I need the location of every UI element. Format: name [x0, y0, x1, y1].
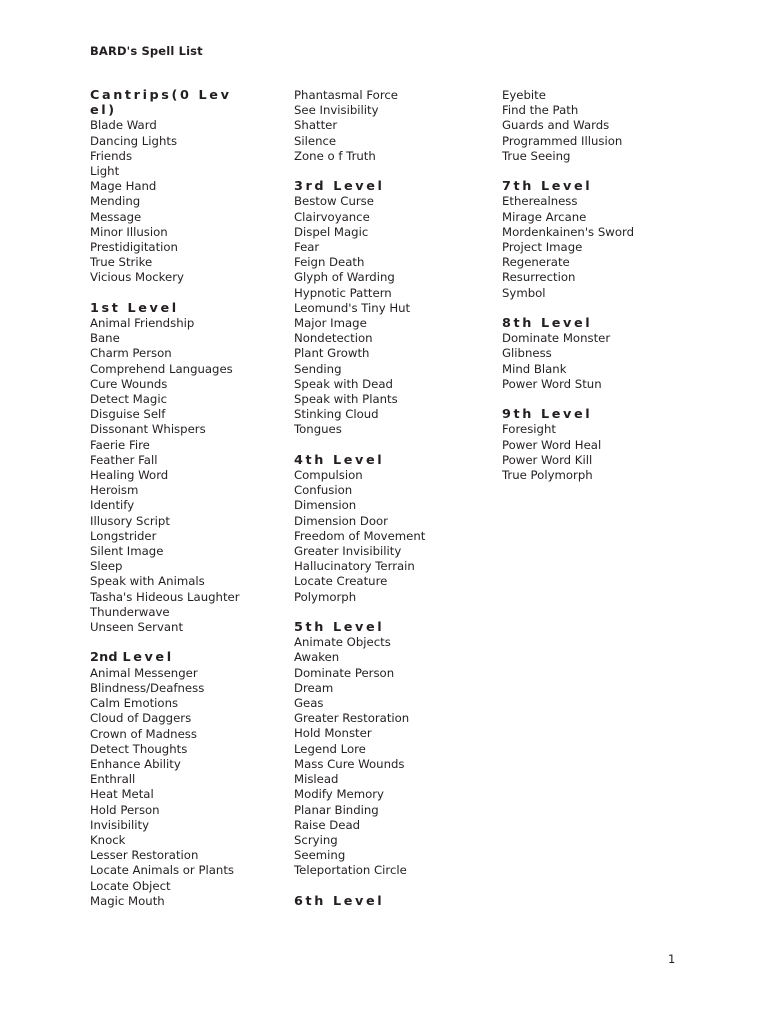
- spell-name: Find the Path: [502, 103, 579, 118]
- spell-name: Minor Illusion: [90, 224, 168, 239]
- spell-section: [294, 88, 494, 164]
- spell-name: Hold Person: [90, 802, 160, 817]
- spell-section: [502, 164, 717, 301]
- spell-name: Heroism: [90, 483, 139, 498]
- section-heading: [90, 650, 286, 665]
- spell-name: Dominate Monster: [502, 331, 611, 346]
- spell-name: Friends: [90, 148, 133, 163]
- spell-name: Plant Growth: [294, 346, 370, 361]
- spell-name: Cloud of Daggers: [90, 711, 192, 726]
- section-heading-part: 5th: [294, 620, 333, 636]
- spell-name: Etherealness: [502, 194, 578, 209]
- spell-name: Magic Mouth: [90, 893, 165, 908]
- section-heading: [294, 453, 494, 468]
- spell-section: [90, 286, 286, 636]
- spell-name: Raise Dead: [294, 817, 361, 832]
- section-heading: [294, 894, 494, 909]
- spell-name: Dimension Door: [294, 513, 388, 528]
- spell-name: See Invisibility: [294, 103, 379, 118]
- section-heading-part: Level: [127, 300, 179, 316]
- spell-name: Teleportation Circle: [294, 863, 407, 878]
- spell-name: Cure Wounds: [90, 376, 168, 391]
- spell-name: Healing Word: [90, 468, 169, 483]
- spell-name: Tongues: [294, 422, 342, 437]
- section-heading: [502, 407, 717, 422]
- spell-name: Legend Lore: [294, 741, 366, 756]
- spell-name: Mordenkainen's Sword: [502, 224, 634, 239]
- spell-name: Unseen Servant: [90, 620, 184, 635]
- spell-name: Longstrider: [90, 528, 157, 543]
- spell-name: Knock: [90, 832, 126, 847]
- spell-name: Awaken: [294, 650, 340, 665]
- spell-name: Speak with Plants: [294, 392, 398, 407]
- spell-name: Nondetection: [294, 331, 373, 346]
- section-heading-part: 8th: [502, 316, 541, 332]
- spell-name: Dimension: [294, 498, 357, 513]
- spell-column-3: [502, 88, 717, 483]
- spell-name: Speak with Animals: [90, 574, 205, 589]
- spell-name: Programmed Illusion: [502, 133, 623, 148]
- section-heading-part: 3rd: [294, 179, 334, 195]
- spell-section: [294, 164, 494, 438]
- spell-section: [294, 605, 494, 879]
- section-heading-part: Level: [541, 316, 593, 332]
- spell-name: Light: [90, 164, 120, 179]
- spell-name: Message: [90, 209, 142, 224]
- spell-name: Blindness/Deafness: [90, 680, 205, 695]
- spell-name: Animate Objects: [294, 635, 391, 650]
- page-title: BARD's Spell List: [90, 44, 203, 58]
- section-heading: [502, 179, 717, 194]
- section-heading-part: Level: [541, 407, 593, 423]
- spell-name: Zone o f Truth: [294, 148, 376, 163]
- spell-name: Power Word Kill: [502, 452, 593, 467]
- spell-section: [90, 88, 286, 286]
- spell-name: Eyebite: [502, 88, 546, 102]
- spell-name: Greater Invisibility: [294, 544, 402, 559]
- spell-name: Identify: [90, 498, 135, 513]
- spell-name: Disguise Self: [90, 407, 166, 422]
- spell-section: [294, 879, 494, 909]
- spell-name: Enhance Ability: [90, 756, 181, 771]
- spell-name: Clairvoyance: [294, 209, 370, 224]
- section-heading-part: Level: [333, 620, 385, 636]
- spell-name: Detect Magic: [90, 392, 168, 407]
- spell-name: Locate Animals or Plants: [90, 863, 234, 878]
- spell-name: Geas: [294, 696, 324, 711]
- spell-name: Dancing Lights: [90, 133, 178, 148]
- section-spacer: [502, 301, 717, 316]
- spell-name: Glibness: [502, 346, 552, 361]
- section-heading-part: 6th: [294, 893, 333, 909]
- spell-name: Major Image: [294, 316, 367, 331]
- section-heading-part: Level: [333, 179, 385, 195]
- section-spacer: [90, 635, 286, 650]
- spell-name: Prestidigitation: [90, 240, 178, 255]
- spell-name: True Strike: [90, 255, 153, 270]
- spell-name: Blade Ward: [90, 118, 157, 133]
- spell-name: Power Word Stun: [502, 376, 602, 391]
- spell-name: Guards and Wards: [502, 118, 610, 133]
- spell-name: Animal Friendship: [90, 316, 195, 331]
- spell-name: Invisibility: [90, 817, 150, 832]
- section-spacer: [502, 164, 717, 179]
- spell-name: Mass Cure Wounds: [294, 756, 405, 771]
- section-heading: [294, 179, 494, 194]
- spell-name: Thunderwave: [90, 604, 170, 619]
- spell-name: Hypnotic Pattern: [294, 285, 392, 300]
- spell-name: Bane: [90, 331, 120, 346]
- spell-name: Sleep: [90, 559, 123, 574]
- spell-name: Dream: [294, 680, 334, 695]
- spell-name: Dominate Person: [294, 665, 395, 680]
- spell-section: [502, 88, 717, 164]
- spell-column-2: [294, 88, 494, 909]
- spell-name: Detect Thoughts: [90, 741, 188, 756]
- section-heading: [294, 620, 494, 635]
- spell-name: Project Image: [502, 240, 583, 255]
- spell-name: Glyph of Warding: [294, 270, 395, 285]
- spell-name: Speak with Dead: [294, 376, 393, 391]
- spell-name: Faerie Fire: [90, 437, 150, 452]
- section-heading-part: 2nd: [90, 650, 123, 666]
- spell-name: Freedom of Movement: [294, 528, 426, 543]
- spell-section: [502, 301, 717, 392]
- section-heading-part: 4th: [294, 452, 333, 468]
- spell-name: Compulsion: [294, 468, 363, 483]
- spell-name: Foresight: [502, 422, 556, 437]
- spell-section: [294, 438, 494, 605]
- section-heading-part: Level: [333, 893, 385, 909]
- spell-name: Sending: [294, 361, 342, 376]
- section-spacer: [294, 879, 494, 894]
- section-heading: [502, 316, 717, 331]
- section-heading-part: Level: [122, 650, 174, 666]
- section-heading-part: el): [90, 103, 117, 119]
- spell-name: Feign Death: [294, 255, 365, 270]
- section-heading-part: 7th: [502, 179, 541, 195]
- section-spacer: [502, 392, 717, 407]
- spell-name: Resurrection: [502, 270, 576, 285]
- spell-name: Locate Object: [90, 878, 171, 893]
- spell-name: Seeming: [294, 848, 346, 863]
- page-number: 1: [668, 952, 676, 966]
- spell-name: Hallucinatory Terrain: [294, 559, 415, 574]
- spell-column-1: [90, 88, 286, 909]
- spell-section: [502, 392, 717, 483]
- spell-name: Mage Hand: [90, 179, 157, 194]
- spell-name: Lesser Restoration: [90, 848, 199, 863]
- spell-name: Crown of Madness: [90, 726, 197, 741]
- spell-name: Phantasmal Force: [294, 88, 398, 102]
- spell-name: Mirage Arcane: [502, 209, 587, 224]
- spell-name: Hold Monster: [294, 726, 372, 741]
- section-spacer: [294, 605, 494, 620]
- section-heading: [90, 301, 286, 316]
- spell-name: Comprehend Languages: [90, 361, 233, 376]
- spell-name: Greater Restoration: [294, 711, 410, 726]
- section-spacer: [294, 164, 494, 179]
- section-spacer: [90, 286, 286, 301]
- spell-name: True Seeing: [502, 148, 571, 163]
- spell-name: Silence: [294, 133, 337, 148]
- spell-name: Animal Messenger: [90, 665, 198, 680]
- spell-name: Mind Blank: [502, 361, 567, 376]
- section-heading-part: Level: [333, 452, 385, 468]
- spell-section: [90, 635, 286, 909]
- spell-name: Power Word Heal: [502, 437, 602, 452]
- spell-name: Planar Binding: [294, 802, 379, 817]
- section-heading-part: 1st: [90, 300, 128, 316]
- spell-name: Mislead: [294, 772, 339, 787]
- spell-name: Confusion: [294, 483, 353, 498]
- spell-name: Modify Memory: [294, 787, 384, 802]
- spell-name: Calm Emotions: [90, 696, 179, 711]
- spell-name: Stinking Cloud: [294, 407, 379, 422]
- spell-name: Mending: [90, 194, 141, 209]
- spell-name: Vicious Mockery: [90, 270, 184, 285]
- spell-name: Regenerate: [502, 255, 570, 270]
- spell-name: Dispel Magic: [294, 224, 369, 239]
- spell-name: Enthrall: [90, 772, 136, 787]
- spell-name: Charm Person: [90, 346, 172, 361]
- spell-name: Tasha's Hideous Laughter: [90, 589, 240, 604]
- spell-name: Silent Image: [90, 544, 164, 559]
- section-heading-part: 9th: [502, 407, 541, 423]
- spell-name: Feather Fall: [90, 452, 158, 467]
- spell-name: Shatter: [294, 118, 338, 133]
- spell-name: True Polymorph: [502, 468, 593, 483]
- spell-name: Locate Creature: [294, 574, 388, 589]
- spell-name: Heat Metal: [90, 787, 154, 802]
- spell-name: Polymorph: [294, 589, 357, 604]
- spell-name: Dissonant Whispers: [90, 422, 206, 437]
- section-heading: [90, 88, 286, 118]
- spell-name: Illusory Script: [90, 513, 170, 528]
- section-spacer: [294, 438, 494, 453]
- spell-name: Leomund's Tiny Hut: [294, 300, 411, 315]
- spell-name: Scrying: [294, 832, 338, 847]
- spell-name: Symbol: [502, 285, 546, 300]
- spell-name: Fear: [294, 240, 320, 255]
- section-heading-part: Cantrips(0 Lev: [90, 88, 232, 103]
- section-heading-part: Level: [541, 179, 593, 195]
- spell-name: Bestow Curse: [294, 194, 374, 209]
